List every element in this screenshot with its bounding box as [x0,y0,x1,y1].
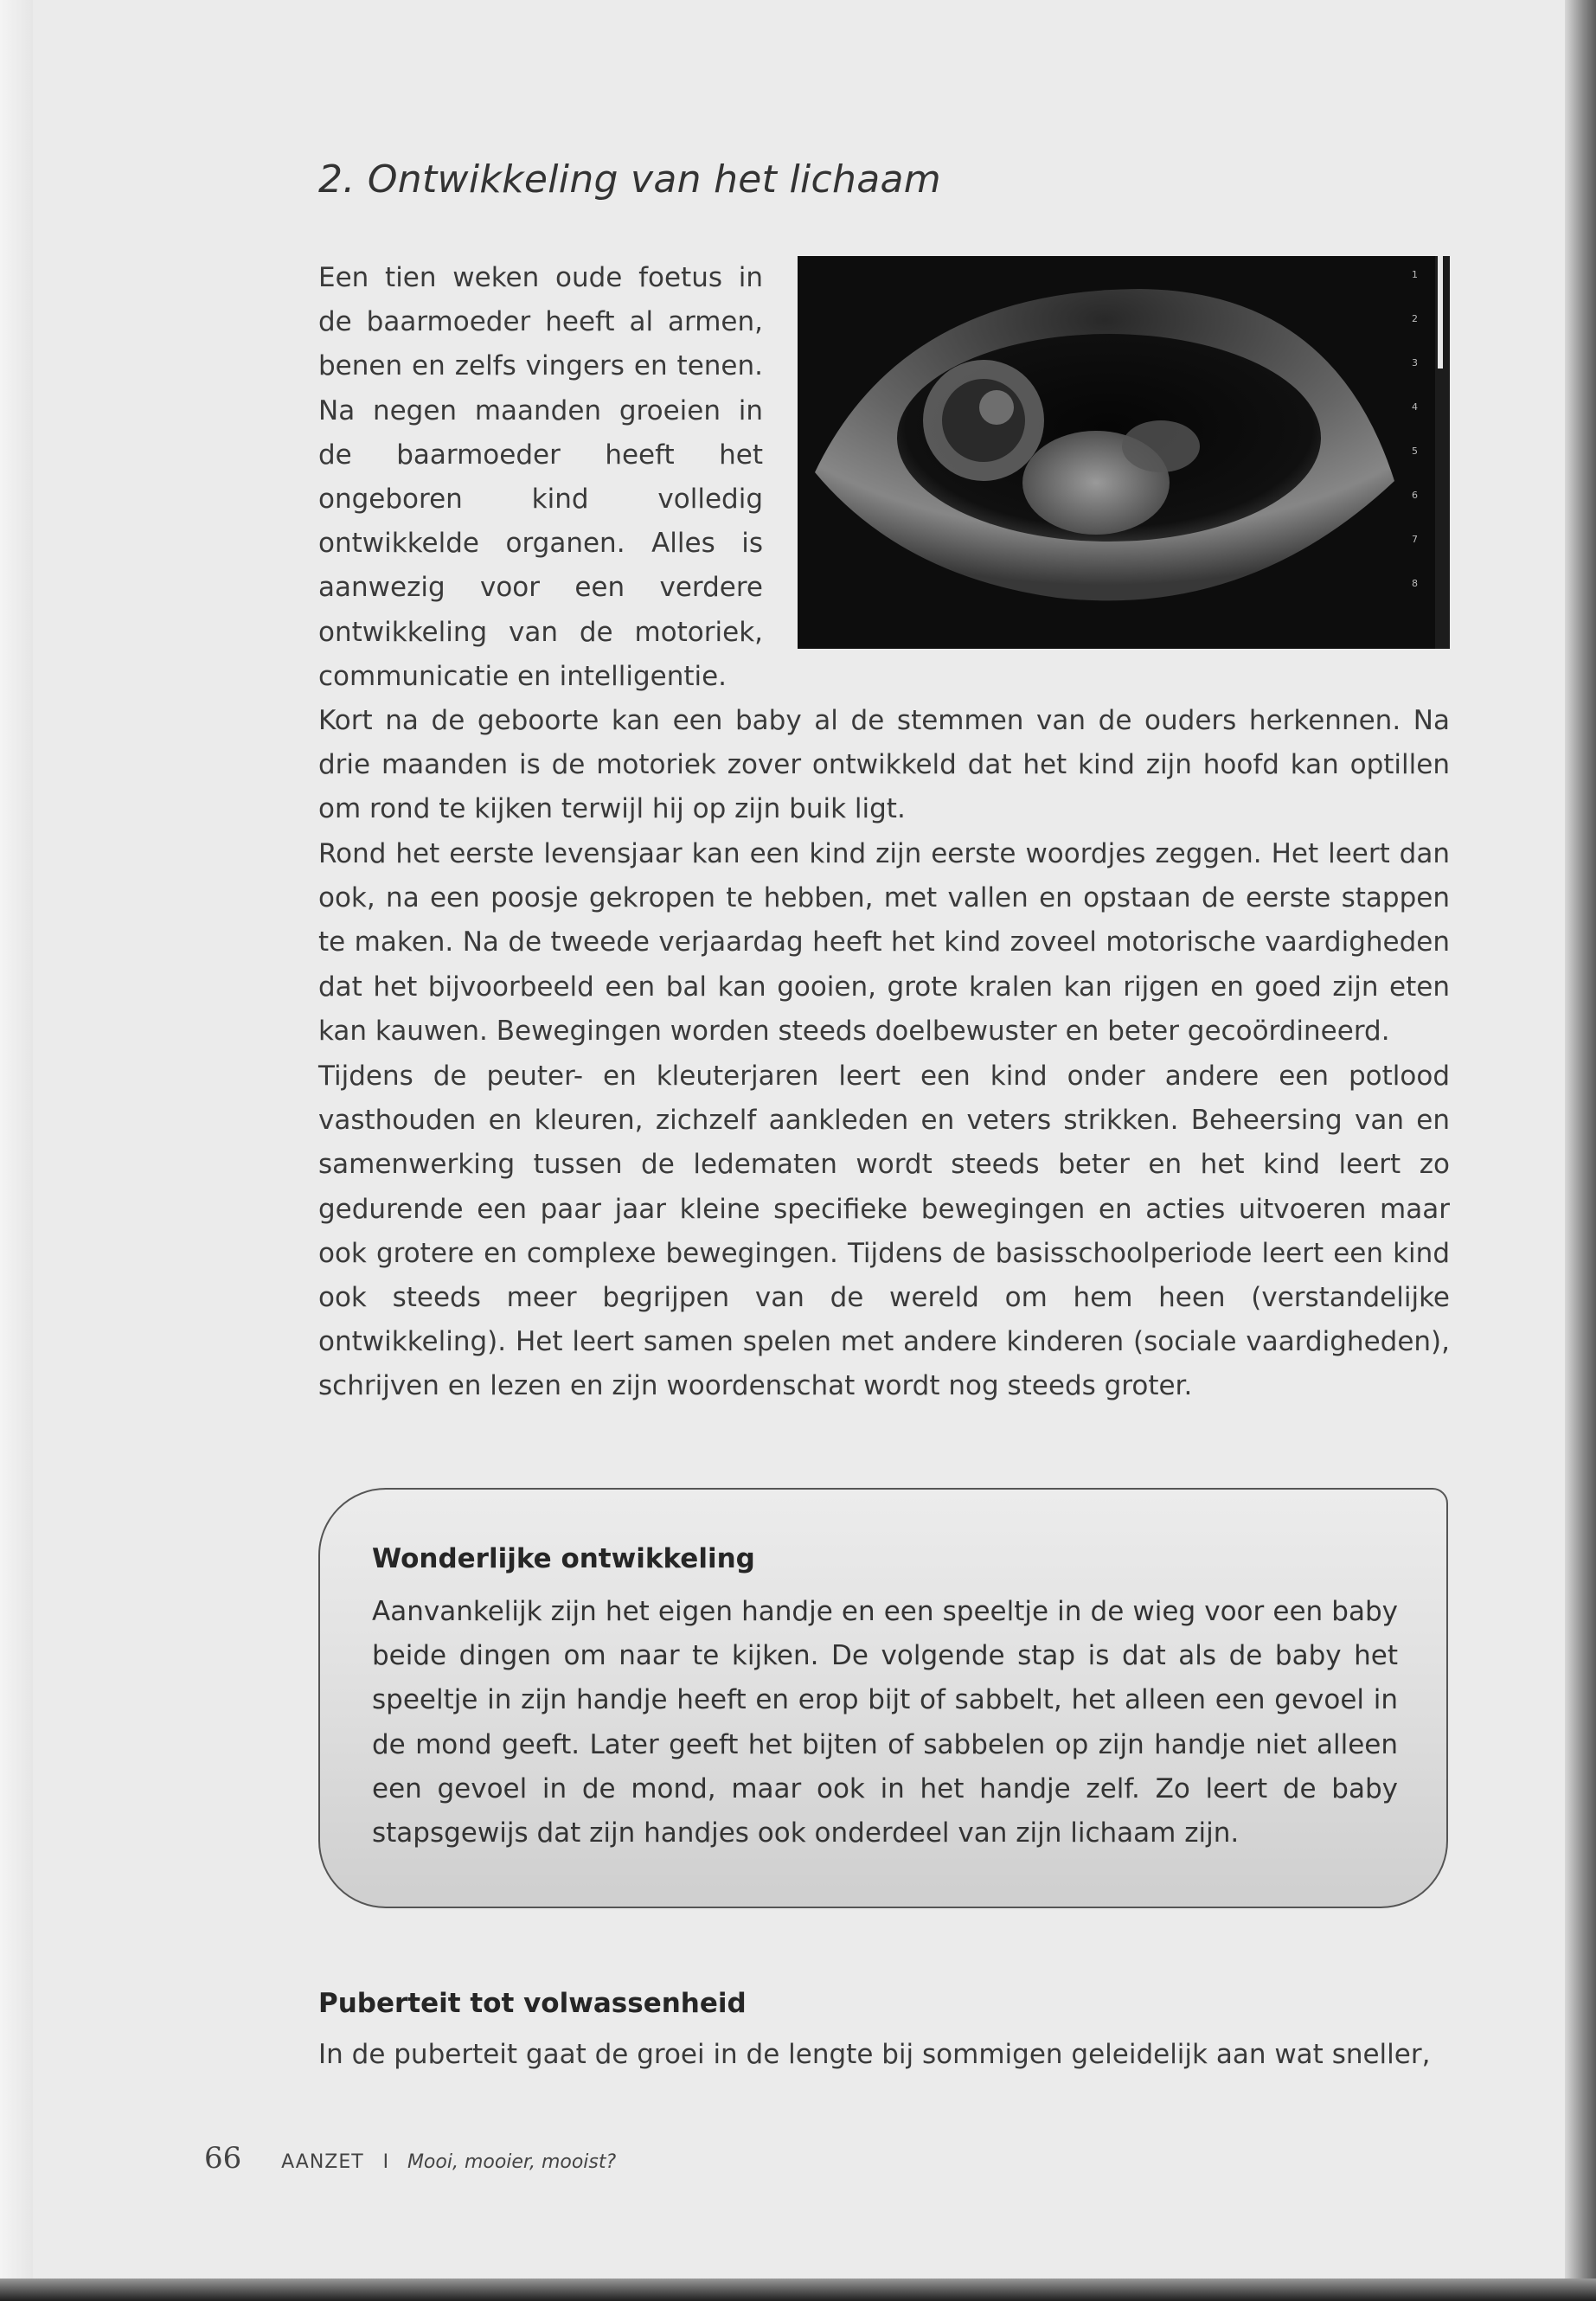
page-left-edge [0,0,33,2301]
body-paragraph: Tijdens de peuter- en kleuterjaren leert een kind onder andere een potlood vasthouden en kleuren, zichzelf aankleden en veters strikken. Beheersing van en samenwerking tussen de ledematen wordt steeds beter en het kind leert zo gedurende een paar jaar kleine specifieke bewegingen en acties uitvoeren maar ook grotere en complexe bewegingen. Tijdens de basisschoolperiode leert een kind ook steeds meer begrijpen van de wereld om hem heen (verstandelijke ontwikkeling). Het leert samen spelen met andere kinderen (sociale vaardigheden), schrijven en lezen en zijn woordenschat wordt nog steeds groter. [318,1061,1450,1402]
chapter-title: Mooi, mooier, mooist? [407,2151,617,2173]
body-paragraph: In de puberteit gaat de groei in de lengte bij sommigen geleidelijk aan wat sneller, [318,2039,1431,2070]
page-binding-edge [1565,0,1596,2301]
body-paragraph: Rond het eerste levensjaar kan een kind zijn eerste woordjes zeggen. Het leert dan ook, na een poosje gekropen te hebben, met vallen en opstaan de eerste stappen te maken. Na de tweede verjaardag heeft het kind zoveel motorische vaardigheden dat het bijvoorbeeld een bal kan gooien, grote kralen kan rijgen en goed zijn eten kan kauwen. Bewegingen worden steeds doelbewuster en beter gecoördineerd. [318,838,1450,1047]
scale-label: 2 [1412,313,1418,324]
ultrasound-image [798,256,1450,649]
page-bottom-edge [0,2279,1596,2301]
subheading: Puberteit tot volwassenheid [318,1988,747,2019]
info-box-title: Wonderlijke ontwikkeling [372,1543,755,1574]
section-heading: 2. Ontwikkeling van het lichaam [318,157,941,202]
scale-label: 1 [1412,269,1418,280]
scale-label: 8 [1412,578,1418,589]
footer-separator: I [382,2151,389,2173]
body-paragraph: Kort na de geboorte kan een baby al de stemmen van de ouders herkennen. Na drie maanden is de motoriek zover ontwikkeld dat het kind zijn hoofd kan optillen om rond te kijken terwijl hij op zijn buik ligt. [318,705,1450,825]
page-footer [204,2141,616,2176]
info-box-text: Aanvankelijk zijn het eigen handje en een speeltje in de wieg voor een baby beide dingen om naar te kijken. De volgende stap is dat als de baby het speeltje in zijn handje heeft en erop bijt of sabbelt, het alleen een gevoel in de mond geeft. Later geeft het bijten of sabbelen op zijn handje niet alleen een gevoel in de mond, maar ook in het handje zelf. Zo leert de baby stapsgewijs dat zijn handjes ook onderdeel van zijn lichaam zijn. [372,1596,1398,1849]
scale-label: 6 [1412,490,1418,501]
scale-label: 4 [1412,401,1418,413]
page-number: 66 [204,2141,242,2176]
info-box [318,1488,1448,1908]
book-title: AANZET [281,2151,364,2173]
scale-label: 5 [1412,445,1418,457]
scale-label: 7 [1412,534,1418,545]
scale-label: 3 [1412,357,1418,369]
intro-paragraph: Een tien weken oude foetus in de baarmoeder heeft al armen, benen en zelfs vingers en tenen. Na negen maanden groeien in de baarmoeder heeft het ongeboren kind volledig ontwikkelde organen. Alles is aanwezig voor een verdere ontwikkeling van de motoriek, communicatie en intelligentie. [318,262,763,692]
